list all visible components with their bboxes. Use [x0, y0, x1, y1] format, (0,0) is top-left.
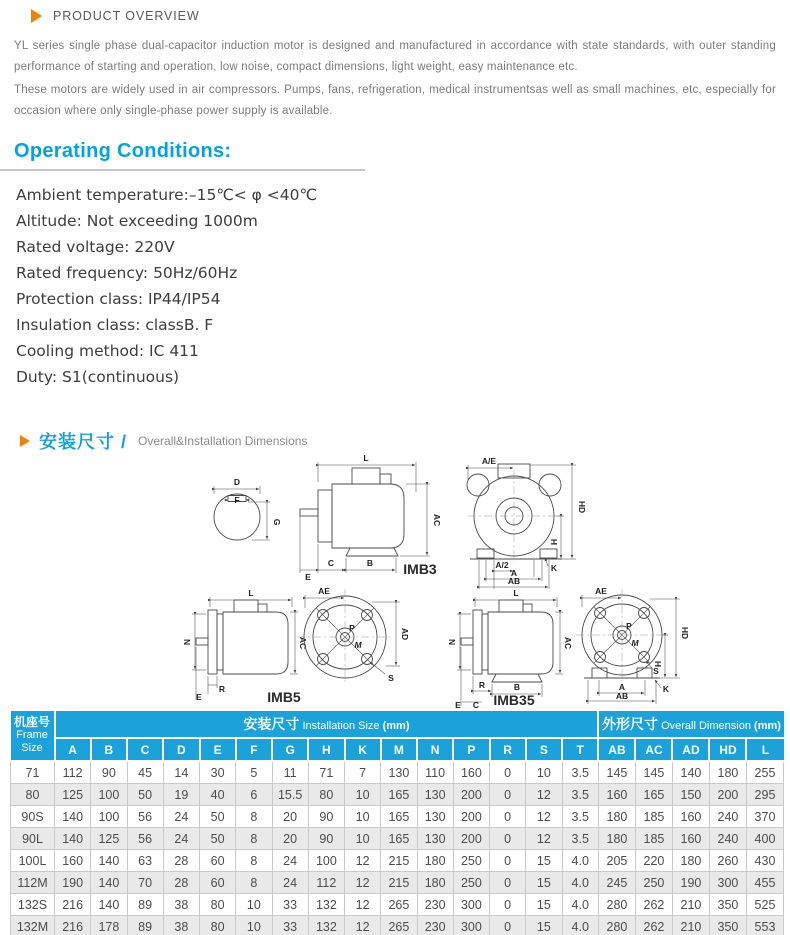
dimension-cell: 15 — [526, 894, 562, 916]
column-header-HD: HD — [709, 738, 746, 761]
condition-item: Duty: S1(continuous) — [16, 368, 180, 386]
svg-text:C: C — [327, 558, 335, 568]
dimension-cell: 89 — [127, 894, 163, 916]
dimension-cell: 350 — [709, 916, 746, 935]
svg-text:E: E — [455, 700, 461, 710]
dimension-cell: 50 — [200, 806, 236, 828]
dimension-cell: 10 — [345, 784, 381, 806]
dimension-cell: 63 — [127, 850, 163, 872]
svg-text:F: F — [234, 495, 240, 505]
condition-item: Insulation class: classB. F — [16, 316, 214, 334]
dimension-cell: 7 — [345, 761, 381, 784]
dimension-cell: 112 — [55, 761, 91, 784]
dimension-cell: 28 — [163, 872, 199, 894]
table-row — [11, 806, 784, 828]
dimension-cell: 12 — [526, 806, 562, 828]
column-header-AC: AC — [635, 738, 672, 761]
dimension-cell: 160 — [672, 806, 709, 828]
dimension-cell: 180 — [672, 850, 709, 872]
dimension-cell: 200 — [453, 828, 489, 850]
condition-item: Cooling method: IC 411 — [16, 342, 199, 360]
dimension-cell: 130 — [417, 806, 453, 828]
dimension-cell: 56 — [127, 828, 163, 850]
dimension-cell: 80 — [200, 894, 236, 916]
dimension-cell: 430 — [746, 850, 783, 872]
dimension-cell: 190 — [55, 872, 91, 894]
dimension-cell: 60 — [200, 850, 236, 872]
table-row — [11, 894, 784, 916]
dimension-cell: 0 — [490, 872, 526, 894]
dimension-cell: 4.0 — [562, 894, 598, 916]
dimension-cell: 3.5 — [562, 806, 598, 828]
dimension-cell: 300 — [453, 916, 489, 935]
dimension-cell: 12 — [526, 828, 562, 850]
dimension-cell: 262 — [635, 894, 672, 916]
frame-size-cell: 132M — [11, 916, 55, 935]
condition-item: Rated frequency: 50Hz/60Hz — [16, 264, 238, 282]
dimension-cell: 12 — [345, 894, 381, 916]
column-header-R: R — [490, 738, 526, 761]
dimension-cell: 90 — [308, 806, 344, 828]
dimension-cell: 20 — [272, 806, 308, 828]
dimensions-table — [10, 711, 784, 935]
dimension-cell: 8 — [236, 850, 272, 872]
svg-text:D: D — [233, 477, 241, 487]
svg-text:C: C — [472, 700, 480, 710]
svg-text:A/2: A/2 — [495, 560, 509, 570]
dimension-cell: 165 — [635, 784, 672, 806]
product-overview-header — [31, 9, 200, 23]
dimension-cell: 280 — [598, 916, 635, 935]
condition-item: Ambient temperature:–15℃< φ <40℃ — [16, 186, 317, 204]
dimension-cell: 132 — [308, 916, 344, 935]
frame-size-cell: 71 — [11, 761, 55, 784]
svg-text:A: A — [618, 682, 626, 692]
dimension-cell: 140 — [55, 806, 91, 828]
dimension-cell: 3.5 — [562, 784, 598, 806]
overview-paragraph-1: YL series single phase dual-capacitor induction motor is designed and manufactured in accordance with state standards, with outer standing performance of starting and operation, low noise, compact dimensions, light weight, easy maintenance etc. — [14, 40, 776, 73]
column-header-B: B — [91, 738, 127, 761]
dimension-cell: 180 — [598, 828, 635, 850]
dimension-cell: 10 — [236, 894, 272, 916]
dimension-cell: 3.5 — [562, 828, 598, 850]
shaft-section-drawing — [214, 477, 282, 540]
dimension-cell: 10 — [236, 916, 272, 935]
dimension-cell: 4.0 — [562, 872, 598, 894]
imb35-flange-drawing — [576, 586, 690, 704]
overview-paragraph-2: These motors are widely used in air compressors. Pumps, fans, refrigeration, medical instrumentsas well as small machines, etc, especially for occasion where only single-phase power supply is available. — [14, 84, 776, 117]
column-header-N: N — [417, 738, 453, 761]
dimension-cell: 130 — [381, 761, 417, 784]
condition-item: Protection class: IP44/IP54 — [16, 290, 221, 308]
table-row — [11, 916, 784, 935]
dimension-cell: 265 — [381, 894, 417, 916]
column-header-F: F — [236, 738, 272, 761]
svg-text:P: P — [349, 623, 355, 633]
operating-conditions-list — [16, 182, 317, 390]
dimension-cell: 4.0 — [562, 916, 598, 935]
dimension-cell: 0 — [490, 784, 526, 806]
dimension-cell: 100 — [91, 784, 127, 806]
svg-text:R: R — [218, 684, 226, 694]
svg-text:K: K — [662, 684, 670, 694]
svg-text:HD: HD — [577, 500, 587, 514]
svg-text:E: E — [305, 572, 311, 582]
dimension-cell: 140 — [91, 872, 127, 894]
dimension-cell: 110 — [417, 761, 453, 784]
dimension-cell: 280 — [598, 894, 635, 916]
dimension-cell: 38 — [163, 916, 199, 935]
dimension-cell: 80 — [200, 916, 236, 935]
group-header-row — [11, 711, 784, 738]
column-header-C: C — [127, 738, 163, 761]
dimension-cell: 165 — [381, 784, 417, 806]
column-header-AD: AD — [672, 738, 709, 761]
dimension-cell: 220 — [635, 850, 672, 872]
dimension-cell: 200 — [709, 784, 746, 806]
svg-text:N: N — [447, 638, 457, 646]
dimension-cell: 140 — [672, 761, 709, 784]
svg-text:H: H — [653, 660, 663, 668]
frame-size-header: 机座号 Frame Size — [11, 711, 55, 761]
dimension-cell: 19 — [163, 784, 199, 806]
svg-text:S: S — [388, 673, 394, 683]
dimension-cell: 12 — [526, 784, 562, 806]
dimension-cell: 0 — [490, 850, 526, 872]
frame-size-cell: 90S — [11, 806, 55, 828]
dimension-cell: 140 — [91, 850, 127, 872]
dimension-cell: 0 — [490, 761, 526, 784]
dimensions-title-en: Overall&Installation Dimensions — [138, 434, 308, 448]
dimension-cell: 553 — [746, 916, 783, 935]
svg-text:HD: HD — [680, 626, 690, 640]
dimension-cell: 200 — [453, 806, 489, 828]
dimension-cell: 140 — [91, 894, 127, 916]
dimension-cell: 10 — [345, 828, 381, 850]
dimensions-section-header — [20, 428, 307, 454]
dimension-cell: 216 — [55, 916, 91, 935]
dimension-cell: 0 — [490, 828, 526, 850]
dimension-cell: 178 — [91, 916, 127, 935]
column-header-L: L — [746, 738, 783, 761]
dimension-cell: 185 — [635, 828, 672, 850]
dimension-cell: 250 — [453, 872, 489, 894]
frame-size-cell: 132S — [11, 894, 55, 916]
dimension-cell: 0 — [490, 916, 526, 935]
column-header-A: A — [55, 738, 91, 761]
dimension-cell: 60 — [200, 872, 236, 894]
svg-text:M: M — [354, 640, 362, 650]
arrow-right-icon — [31, 9, 42, 23]
dimension-cell: 24 — [272, 872, 308, 894]
dimension-cell: 216 — [55, 894, 91, 916]
dimension-cell: 370 — [746, 806, 783, 828]
dimension-cell: 5 — [236, 761, 272, 784]
dimension-cell: 125 — [55, 784, 91, 806]
dimension-cell: 130 — [417, 828, 453, 850]
dimension-cell: 250 — [453, 850, 489, 872]
dimension-cell: 300 — [709, 872, 746, 894]
frame-size-cell: 100L — [11, 850, 55, 872]
dimension-cell: 10 — [526, 761, 562, 784]
dimension-cell: 185 — [635, 806, 672, 828]
divider-line — [0, 169, 365, 171]
dimension-cell: 400 — [746, 828, 783, 850]
dimension-cell: 455 — [746, 872, 783, 894]
svg-text:A/E: A/E — [481, 456, 497, 466]
svg-text:B: B — [366, 558, 374, 568]
column-header-K: K — [345, 738, 381, 761]
dimension-cell: 150 — [672, 784, 709, 806]
column-header-P: P — [453, 738, 489, 761]
dimension-cell: 160 — [55, 850, 91, 872]
dimension-cell: 12 — [345, 850, 381, 872]
dimension-cell: 8 — [236, 872, 272, 894]
svg-text:E: E — [196, 692, 202, 702]
dimension-cell: 230 — [417, 916, 453, 935]
dimension-cell: 160 — [598, 784, 635, 806]
imb5-side-drawing — [182, 588, 308, 702]
condition-item: Rated voltage: 220V — [16, 238, 175, 256]
dimension-cell: 215 — [381, 850, 417, 872]
dimension-cell: 262 — [635, 916, 672, 935]
dimension-cell: 3.5 — [562, 761, 598, 784]
dimension-cell: 245 — [598, 872, 635, 894]
dimension-cell: 180 — [417, 850, 453, 872]
table-row — [11, 761, 784, 784]
dimension-cell: 160 — [453, 761, 489, 784]
dimension-cell: 80 — [308, 784, 344, 806]
svg-text:L: L — [363, 453, 369, 463]
dimension-cell: 45 — [127, 761, 163, 784]
dimension-cell: 210 — [672, 894, 709, 916]
imb35-caption: IMB35 — [493, 692, 535, 708]
column-header-S: S — [526, 738, 562, 761]
frame-size-cell: 80 — [11, 784, 55, 806]
overall-dimension-group-header: 外形尺寸 Overall Dimension (mm) — [598, 711, 783, 738]
table-row — [11, 784, 784, 806]
column-header-G: G — [272, 738, 308, 761]
dimension-cell: 0 — [490, 806, 526, 828]
dimension-cell: 240 — [709, 806, 746, 828]
column-header-H: H — [308, 738, 344, 761]
svg-text:A: A — [510, 568, 518, 578]
column-header-T: T — [562, 738, 598, 761]
dimension-cell: 130 — [417, 784, 453, 806]
dimension-cell: 190 — [672, 872, 709, 894]
dimension-cell: 33 — [272, 916, 308, 935]
dimension-cell: 90 — [91, 761, 127, 784]
svg-text:N: N — [182, 638, 192, 646]
dimension-cell: 205 — [598, 850, 635, 872]
dimension-cell: 265 — [381, 916, 417, 935]
dimension-cell: 8 — [236, 828, 272, 850]
dimension-cell: 11 — [272, 761, 308, 784]
dimension-cell: 50 — [127, 784, 163, 806]
dimension-cell: 350 — [709, 894, 746, 916]
condition-item: Altitude: Not exceeding 1000m — [16, 212, 258, 230]
column-header-AB: AB — [598, 738, 635, 761]
svg-text:AE: AE — [595, 586, 607, 596]
dimension-cell: 6 — [236, 784, 272, 806]
svg-text:B: B — [513, 682, 521, 692]
dimension-cell: 56 — [127, 806, 163, 828]
dimension-cell: 160 — [672, 828, 709, 850]
dimension-cell: 100 — [91, 806, 127, 828]
dimension-cell: 215 — [381, 872, 417, 894]
dimension-cell: 71 — [308, 761, 344, 784]
dimension-cell: 15 — [526, 872, 562, 894]
dimension-cell: 15.5 — [272, 784, 308, 806]
dimension-cell: 50 — [200, 828, 236, 850]
dimension-cell: 100 — [308, 850, 344, 872]
dimension-cell: 38 — [163, 894, 199, 916]
svg-text:AC: AC — [432, 513, 442, 527]
arrow-right-icon — [20, 435, 30, 447]
operating-conditions-title: Operating Conditions: — [14, 140, 232, 162]
dimension-cell: 28 — [163, 850, 199, 872]
svg-text:AC: AC — [298, 636, 308, 650]
svg-text:AC: AC — [563, 636, 573, 650]
dimension-cell: 90 — [308, 828, 344, 850]
dimension-cell: 240 — [709, 828, 746, 850]
column-header-D: D — [163, 738, 199, 761]
dimension-cell: 8 — [236, 806, 272, 828]
table-body — [11, 761, 784, 935]
svg-text:AB: AB — [615, 691, 629, 701]
svg-text:L: L — [513, 588, 519, 598]
frame-size-cell: 90L — [11, 828, 55, 850]
imb5-flange-drawing — [297, 586, 410, 685]
product-overview-title: PRODUCT OVERVIEW — [53, 9, 200, 23]
dimension-cell: 24 — [272, 850, 308, 872]
dimension-cell: 40 — [200, 784, 236, 806]
column-header-E: E — [200, 738, 236, 761]
dimension-cell: 15 — [526, 916, 562, 935]
frame-size-cell: 112M — [11, 872, 55, 894]
dimension-cell: 165 — [381, 828, 417, 850]
svg-text:K: K — [550, 563, 558, 573]
svg-text:S: S — [653, 666, 659, 676]
dimension-cell: 295 — [746, 784, 783, 806]
dimension-cell: 15 — [526, 850, 562, 872]
dimension-cell: 210 — [672, 916, 709, 935]
dimension-cell: 24 — [163, 806, 199, 828]
table-row — [11, 850, 784, 872]
dimension-cell: 12 — [345, 872, 381, 894]
dimension-cell: 165 — [381, 806, 417, 828]
dimension-cell: 4.0 — [562, 850, 598, 872]
svg-text:P: P — [626, 621, 632, 631]
technical-drawings — [0, 452, 790, 710]
column-header-M: M — [381, 738, 417, 761]
svg-text:AD: AD — [400, 627, 410, 641]
dimension-cell: 180 — [709, 761, 746, 784]
dimension-cell: 14 — [163, 761, 199, 784]
dimension-cell: 20 — [272, 828, 308, 850]
dimension-cell: 132 — [308, 894, 344, 916]
imb5-caption: IMB5 — [267, 689, 301, 705]
svg-text:L: L — [248, 588, 254, 598]
column-header-row — [11, 738, 784, 761]
table-row — [11, 872, 784, 894]
dimensions-title-zh: 安装尺寸 / — [39, 432, 128, 452]
imb3-caption: IMB3 — [403, 561, 437, 577]
dimension-cell: 525 — [746, 894, 783, 916]
dimension-cell: 140 — [55, 828, 91, 850]
dimension-cell: 230 — [417, 894, 453, 916]
svg-text:M: M — [631, 638, 639, 648]
dimension-cell: 145 — [598, 761, 635, 784]
svg-text:R: R — [478, 680, 486, 690]
dimension-cell: 12 — [345, 916, 381, 935]
dimension-cell: 24 — [163, 828, 199, 850]
dimension-cell: 30 — [200, 761, 236, 784]
svg-text:H: H — [549, 538, 559, 546]
dimension-cell: 89 — [127, 916, 163, 935]
installation-size-group-header: 安装尺寸 Installation Size (mm) — [55, 711, 599, 738]
dimension-cell: 33 — [272, 894, 308, 916]
dimension-cell: 300 — [453, 894, 489, 916]
dimension-cell: 112 — [308, 872, 344, 894]
table-row — [11, 828, 784, 850]
svg-text:G: G — [272, 518, 282, 526]
dimension-cell: 125 — [91, 828, 127, 850]
dimension-cell: 70 — [127, 872, 163, 894]
dimension-cell: 180 — [598, 806, 635, 828]
dimension-cell: 200 — [453, 784, 489, 806]
svg-text:AE: AE — [318, 586, 330, 596]
dimension-cell: 260 — [709, 850, 746, 872]
dimension-cell: 180 — [417, 872, 453, 894]
svg-text:AB: AB — [507, 576, 521, 586]
dimension-cell: 255 — [746, 761, 783, 784]
dimension-cell: 0 — [490, 894, 526, 916]
imb3-front-drawing — [467, 456, 587, 589]
dimension-cell: 145 — [635, 761, 672, 784]
dimension-cell: 250 — [635, 872, 672, 894]
dimension-cell: 10 — [345, 806, 381, 828]
